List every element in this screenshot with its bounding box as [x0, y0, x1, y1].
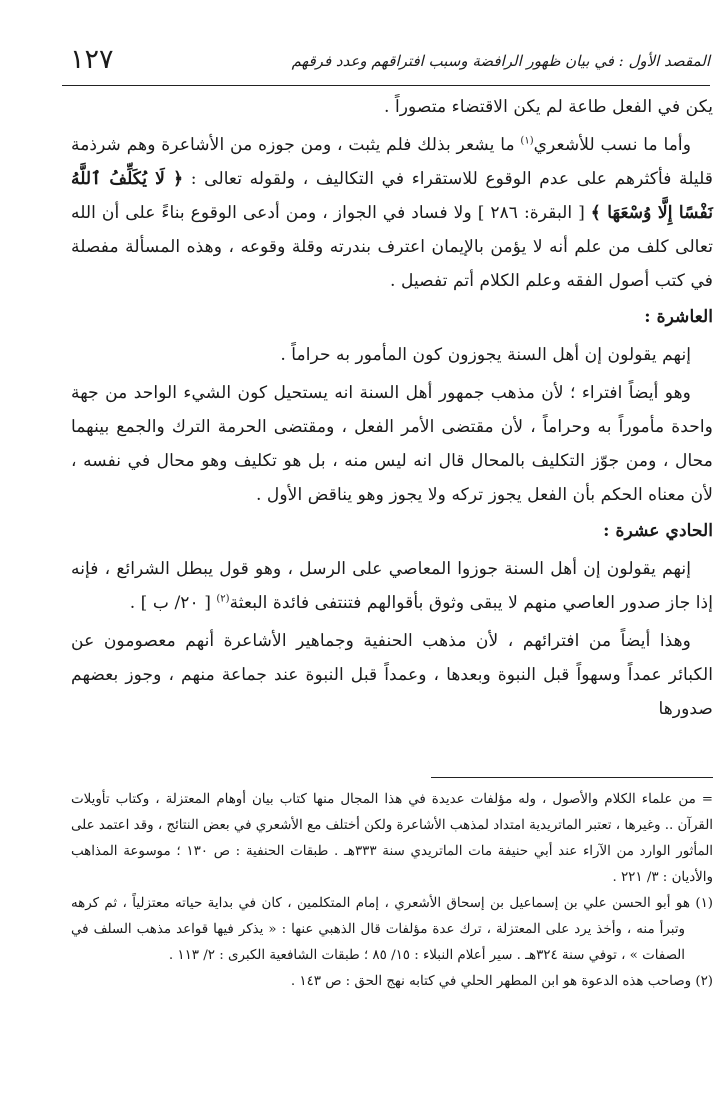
- footnote-ref-2: (٢): [216, 593, 230, 605]
- quran-verse: ﴿ لَا يُكَلِّفُ ٱللَّهُ نَفْسًا إِلَّا وُسْعَهَا ﴾: [71, 169, 713, 223]
- footnote-marker: (١): [695, 896, 713, 911]
- paragraph-text: [ ٢٠/ ب ] .: [129, 593, 217, 613]
- footnote-marker: (٢): [695, 974, 713, 989]
- paragraph-text: ما يشعر بذلك فلم يثبت ، ومن جوزه من الأشاعرة وهم شرذمة قليلة فأكثرهم على عدم الوقوع للاستقراء في التكاليف ، ولقوله تعالى :: [71, 135, 714, 189]
- paragraph-text: إنهم يقولون إن أهل السنة جوزوا المعاصي على الرسل ، وهو قول يبطل الشرائع ، فإنه إذا جاز صدور العاصي منهم لا يبقى وثوق بأقوالهم فتنتفى فائدة البعثة: [71, 559, 713, 613]
- running-title: المقصد الأول : في بيان ظهور الرافضة وسبب افتراقهم وعدد فرقهم: [291, 52, 710, 70]
- footnotes: [71, 787, 713, 995]
- header-divider: [62, 85, 710, 86]
- main-text: [71, 90, 713, 726]
- page-number: ١٢٧: [70, 44, 114, 75]
- paragraph-text: وأما ما نسب للأشعري: [533, 135, 691, 155]
- footnote-divider: [431, 777, 713, 778]
- paragraph-text: [ البقرة: ٢٨٦ ] ولا فساد في الجواز ، ومن أدعى الوقوع بناءً على أن الله تعالى كلف من علم أنه لا يؤمن بالإيمان اعترف بندرته وقلة وقوعه ، وهذه المسألة مفصلة في كتب أصول الفقه وعلم الكلام أتم تفصيل .: [71, 203, 713, 291]
- footnote-continuation: = من علماء الكلام والأصول ، وله مؤلفات عديدة في هذا المجال منها كتاب بيان أوهام المعتزلة ، وكتاب تأويلات القرآن .. وغيرها ، تعتبر الماتريدية امتداد لمذهب الأشاعرة ولكن أختلف مع الأشعري في بعض النتائج ، وقد اعتمد على المأثور الوارد من الآراء عند أبي حنيفة مات الماتريدي سنة ٣٣٣هـ . طبقات الحنفية : ص ١٣٠ ؛ موسوعة المذاهب والأديان : ٣/ ٢٢١ .: [71, 792, 713, 885]
- paragraph-10a: إنهم يقولون إن أهل السنة يجوزون كون المأمور به حراماً .: [280, 345, 691, 365]
- paragraph-10b: وهو أيضاً افتراء ؛ لأن مذهب جمهور أهل السنة انه يستحيل كون الشيء الواحد من جهة واحدة مأموراً به وحراماً ، لأن مقتضى الأمر الفعل ، ومقتضى الحرمة الترك والجمع بينهما محال ، ومن جوّز التكليف بالمحال قال انه ليس منه ، بل هو تكليف وهو محال في نفسه ، لأن معناه الحكم بأن الفعل يجوز تركه ولا يجوز وهو يناقض الأول .: [71, 383, 713, 505]
- footnote-text: هو أبو الحسن علي بن إسماعيل بن إسحاق الأشعري ، إمام المتكلمين ، كان في بداية حياته معتزلياً ، ثم كرهه وتبرأ منه ، وأخذ يرد على المعتزلة ، ترك عدة مؤلفات قال الذهبي عنها : « يذكر فيها قواعد مذهب السلف في الصفات » ، توفي سنة ٣٢٤هـ . سير أعلام النبلاء : ١٥/ ٨٥ ؛ طبقات الشافعية الكبرى : ٢/ ١١٣ .: [71, 896, 690, 963]
- paragraph-ashari: [71, 128, 713, 298]
- paragraph-11a: [71, 552, 713, 620]
- section-heading-11: الحادي عشرة :: [603, 521, 713, 541]
- footnote-item: [71, 891, 713, 969]
- footnote-ref-1: (١): [520, 135, 534, 147]
- paragraph-intro-line: يكن في الفعل طاعة لم يكن الاقتضاء متصوراً .: [384, 97, 713, 117]
- page-header: [70, 44, 710, 84]
- section-heading-10: العاشرة :: [644, 307, 713, 327]
- footnote-item: [71, 969, 713, 995]
- paragraph-11b: وهذا أيضاً من افترائهم ، لأن مذهب الحنفية وجماهير الأشاعرة أنهم معصومون عن الكبائر عمداً وسهواً قبل النبوة وبعدها ، وعمداً قبل النبوة عند جماعة منهم ، وجوز بعضهم صدورها: [71, 631, 713, 719]
- footnote-text: وصاحب هذه الدعوة هو ابن المطهر الحلي في كتابه نهج الحق : ص ١٤٣ .: [290, 974, 692, 989]
